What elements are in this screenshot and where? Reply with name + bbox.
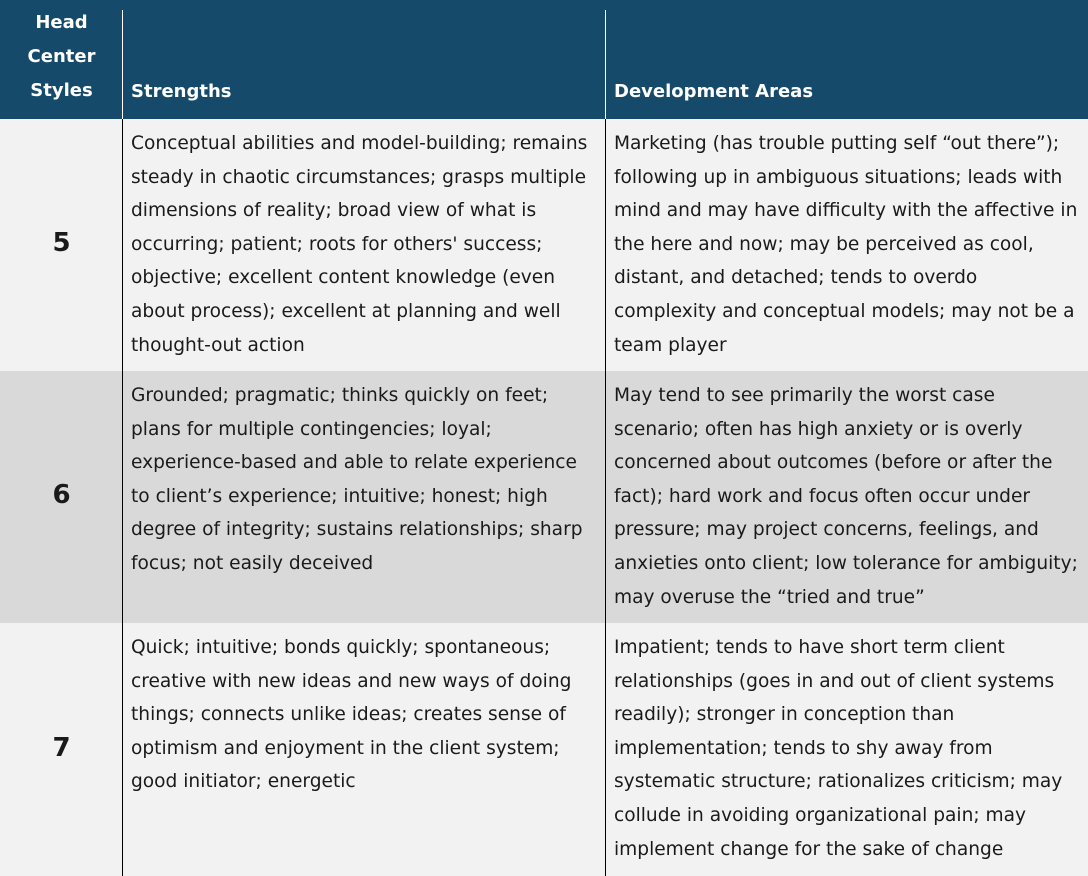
development-areas-cell: May tend to see primarily the worst case scenario; often has high anxiety or is overly concerned about outcomes (before or after the fact); hard work and focus often occur under pressure; may project concerns, feelings, and anxieties onto client; low tolerance for ambiguity; may overuse the “tried and true”: [614, 385, 1078, 608]
style-number: 6: [52, 480, 71, 510]
development-areas-cell: Impatient; tends to have short term client relationships (goes in and out of client systems readily); stronger in conception than implementation; tends to shy away from systematic structure; rationalizes criticism; may collude in avoiding organizational pain; may implement change for the sake of change: [614, 637, 1063, 860]
table-row: [0, 623, 1088, 876]
header-head-center-styles: Head Center Styles: [27, 12, 96, 101]
development-areas-cell: Marketing (has trouble putting self “out there”); following up in ambiguous situations; leads with mind and may have difficulty with the affective in the here and now; may be perceived as cool, distant, and detached; tends to overdo complexity and conceptual models; may not be a team player: [614, 133, 1078, 356]
column-divider: [605, 119, 606, 876]
style-number: 5: [52, 228, 71, 258]
strengths-cell: Conceptual abilities and model-building; remains steady in chaotic circumstances; grasps multiple dimensions of reality; broad view of what is occurring; patient; roots for others' success; objective; excellent content knowledge (even about process); excellent at planning and well thought-out action: [131, 133, 588, 356]
table-row: [0, 371, 1088, 623]
strengths-cell: Grounded; pragmatic; thinks quickly on feet; plans for multiple contingencies; loyal; experience-based and able to relate experience to client’s experience; intuitive; honest; high degree of integrity; sustains relationships; sharp focus; not easily deceived: [131, 385, 583, 574]
style-number: 7: [52, 732, 71, 763]
strengths-cell: Quick; intuitive; bonds quickly; spontaneous; creative with new ideas and new ways of doing things; connects unlike ideas; creates sense of optimism and enjoyment in the client system; good initiator; energetic: [131, 637, 572, 793]
header-strengths: Strengths: [131, 81, 232, 102]
table-header: [0, 0, 1088, 119]
table-row: [0, 119, 1088, 371]
column-divider: [122, 119, 123, 876]
header-development-areas: Development Areas: [614, 81, 814, 102]
